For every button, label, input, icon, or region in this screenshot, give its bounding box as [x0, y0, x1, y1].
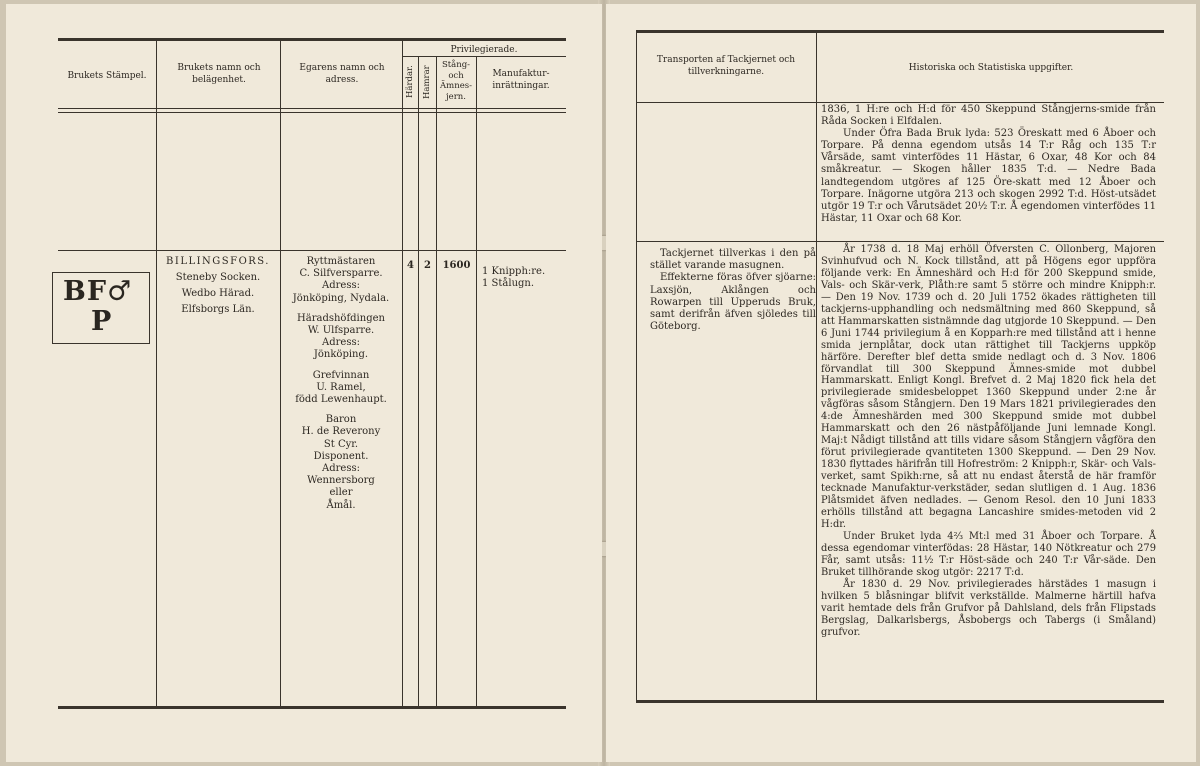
header-name: Brukets namn och belägenhet.	[177, 63, 261, 85]
history-text	[821, 244, 1156, 638]
owner-line: Adress:	[322, 463, 360, 475]
owner-line: Grefvinnan	[312, 369, 370, 381]
col-divider-4	[418, 57, 419, 706]
transport-text	[650, 248, 816, 333]
bottom-rule	[58, 706, 566, 709]
owner-line: Ryttmästaren	[306, 256, 376, 267]
owner-gap	[282, 305, 400, 313]
header-history: Historiska och Statistiska uppgifter.	[908, 63, 1074, 73]
header-manufaktur: Manufaktur-inrättningar.	[492, 69, 550, 91]
header-bottom-rule-2	[58, 112, 566, 113]
owner-line: St Cyr.	[323, 438, 359, 450]
header-stang: Stång- och Ämnes-jern.	[440, 60, 472, 102]
works-name: BILLINGSFORS.	[166, 256, 270, 267]
header-owner: Egarens namn och adress.	[299, 63, 385, 85]
header-bottom-rule	[58, 108, 566, 109]
works-county: Elfsborgs Län.	[181, 304, 255, 315]
owner-line: född Lewenhaupt.	[295, 394, 387, 406]
owner-line: Åmål.	[326, 499, 356, 511]
owner-line: Disponent.	[313, 450, 369, 462]
col-divider-right	[816, 33, 817, 700]
header-transport: Transporten af Tackjernet och tillverkningarne.	[656, 55, 796, 77]
history-paragraph: Under Bruket lyda 4²⁄₃ Mt:l med 31 Åboer och Torpare. Å dessa egendomar vinterfödas: 28 Hästar, 140 Nötkreatur och 279 Får, samt utsås: 11½ T:r Höst-säde och 240 T:r Vår-säde. Den Bruket tillhörande skog utgör: 2217 T:d.	[821, 530, 1156, 578]
stamp-mark-line1: BF♂	[63, 276, 133, 307]
owner-line: Adress:	[322, 337, 360, 349]
owner-line: Häradshöfdingen	[297, 312, 385, 324]
row-divider-right	[636, 241, 1164, 242]
owner-line: eller	[329, 487, 353, 499]
works-district: Wedbo Härad.	[181, 288, 255, 299]
continuation-paragraph: Under Öfra Bada Bruk lyda: 523 Öreskatt med 6 Åboer och Torpare. På denna egendom utsås 14 T:r Råg och 135 T:r Vårsäde, samt vinterfödes 11 Hästar, 6 Oxar, 48 Kor och 84 småkreatur. — Skogen håller 1835 T:d. — Nedre Bada landtegendom utgöres af 125 Öre-skatt med 12 Åboer och Torpare. Inägorne utgöra 213 och skogen 2992 T:d. Höst-utsädet utgör 19 T:r och Vårutsädet 20½ T:r. Å egendomen vinterfödes 11 Hästar, 11 Oxar och 68 Kor.	[821, 128, 1156, 224]
history-paragraph: År 1830 d. 29 Nov. privilegierades härstädes 1 masugn i hvilken 5 blåsningar blifvit verkställde. Malmerne härtill hafva varit hemtade dels från Grufvor på Dahlsland, dels från Flipstads Bergslag, Dalkarlsbergs, Åsbobergs och Tabergs (i Småland) grufvor.	[821, 578, 1156, 638]
privileged-rule	[402, 56, 566, 57]
header-privileged: Privilegierade.	[450, 45, 518, 55]
works-parish: Steneby Socken.	[175, 272, 261, 283]
owner-line: Jönköping.	[313, 349, 369, 361]
stang-value: 1600	[442, 260, 471, 271]
bottom-rule-right	[636, 700, 1164, 703]
owner-line: W. Ulfsparre.	[307, 325, 375, 337]
manufaktur-item: 1 Knipph:re.	[482, 266, 546, 277]
col-divider-3	[402, 41, 403, 706]
owner-line: H. de Reverony	[301, 426, 381, 438]
hamrar-value: 2	[424, 260, 431, 271]
history-paragraph: År 1738 d. 18 Maj erhöll Öfversten C. Ollonberg, Majoren Svinhufvud och N. Kock tillstånd, att på Högens egor uppföra följande verk: En Ämneshärd och H:d för 200 Skeppund smide, Vals- och Skär-verk, Plåth:re samt 5 större och mindre Knipph:r. — Den 19 Nov. 1739 och d. 20 Juli 1752 ökades rättigheten till tackjerns-upphandling och nedsmältning med 860 Skeppund, så att Hammarskatten sistnämnde dag utgjorde 10 Skeppund. — Den 6 Juni 1744 privilegium å en Kopparh:re med tillstånd att i henne smida jernplåtar, dock utan rättighet till Tackjerns uppköp härföre. Derefter blef detta smide nedlagt och d. 3 Nov. 1806 förvandlat till 300 Skeppund Ämnes-smide mot dubbel Hammarskatt. Enligt Kongl. Brefvet d. 2 Maj 1820 fick hela det privilegierade smidesbeloppet 1360 Skeppund under 2:ne år vågföras såsom Stångjern. Den 19 Mars 1821 privilegierades den 4:de Ämneshärden med 300 Skeppund smide mot dubbel Hammarskatt och den 26 nästpåföljande Juni lemnade Kongl. Maj:t Nådigt tillstånd att tills vidare såsom Stångjern vågföra den förut privilegierade qvantiteten 1300 Skeppund. — Den 29 Nov. 1830 flyttades härifrån till Hofreström: 2 Knipph:r, Skär- och Vals-verket, samt Spikh:rne, så att nu endast återstå de här framför tecknade Manufaktur-verkstäder, sedan slutligen d. 1 Aug. 1836 Plåtsmidet äfven nedlades. — Genom Resol. den 10 Juni 1833 erhölls tillstånd att begagna Lancashire smides-metoden vid 2 H:dr.	[821, 244, 1156, 530]
transport-paragraph: Tackjernet tillverkas i den på stället varande masugnen.	[650, 248, 816, 272]
owner-gap	[282, 362, 400, 370]
stamp-mark-line2: P	[91, 306, 112, 337]
manufaktur-values	[482, 266, 566, 290]
header-rule-history	[816, 102, 1164, 103]
header-rule-transport	[636, 102, 816, 103]
owner-line: Adress:	[322, 280, 360, 292]
header-hamrar: Hamrar	[422, 65, 432, 99]
right-page-edge-line	[636, 33, 637, 700]
manufaktur-item: 1 Stålugn.	[482, 278, 535, 290]
top-rule-right	[636, 30, 1164, 33]
owner-line: Baron	[325, 414, 357, 426]
header-hardar: Härdar.	[405, 65, 415, 99]
header-stamp: Brukets Stämpel.	[67, 71, 147, 81]
owner-line: Jönköping, Nydala.	[292, 292, 390, 304]
right-page	[606, 4, 1196, 762]
continuation-paragraph: 1836, 1 H:re och H:d för 450 Skeppund Stångjerns-smide från Råda Socken i Elfdalen.	[821, 104, 1156, 128]
top-rule	[58, 38, 566, 41]
col-divider-2	[280, 41, 281, 706]
owner-line: C. Silfversparre.	[299, 268, 383, 280]
owners-list	[282, 256, 400, 512]
owner-line: Wennersborg	[307, 475, 375, 487]
row-divider	[58, 250, 566, 251]
col-divider-5	[436, 57, 437, 706]
transport-paragraph: Effekterne föras öfver sjöarne: Laxsjön, Aklången och Rowarpen till Upperuds Bruk, samt derifrån äfven sjöledes till Göteborg.	[650, 272, 816, 333]
owner-line: U. Ramel,	[316, 381, 366, 393]
owner-gap	[282, 406, 400, 414]
col-divider-6	[476, 57, 477, 706]
brand-stamp	[52, 272, 150, 344]
hardar-value: 4	[407, 260, 414, 271]
continuation-text	[821, 104, 1156, 225]
left-page	[6, 4, 602, 762]
col-divider-1	[156, 41, 157, 706]
